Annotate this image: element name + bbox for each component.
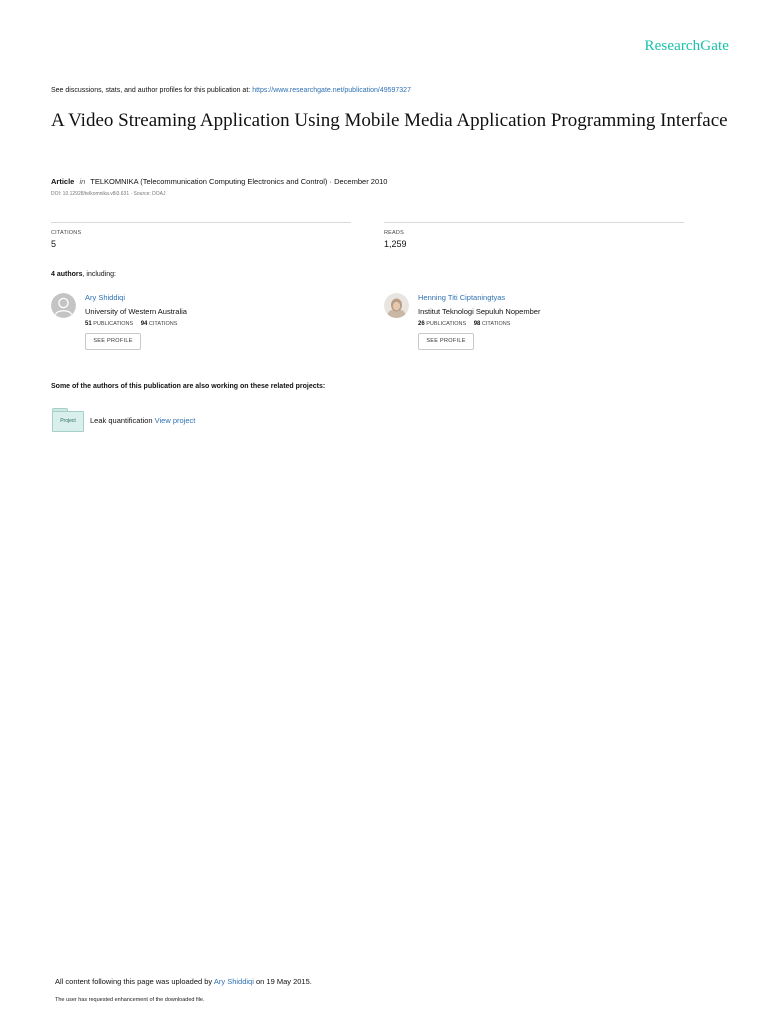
author-citations-label: CITATIONS xyxy=(481,321,511,327)
view-project-link[interactable]: View project xyxy=(154,416,196,425)
authors-heading xyxy=(51,271,116,278)
publication-type: Article xyxy=(51,177,75,186)
footer-upload-line xyxy=(55,977,312,986)
discussion-line xyxy=(51,87,411,94)
publication-date: · December 2010 xyxy=(329,177,388,186)
author-stats xyxy=(418,321,540,327)
project-folder-icon[interactable] xyxy=(52,408,84,432)
author-citations-label: CITATIONS xyxy=(148,321,178,327)
project-name: Leak quantification xyxy=(90,416,153,425)
doi-line: DOI: 10.12928/telkomnika.v8i3.631 · Source: DOAJ xyxy=(51,191,166,197)
upload-suffix: on 19 May 2015. xyxy=(255,977,312,986)
publication-meta xyxy=(51,177,387,186)
author-citations-count: 94 xyxy=(140,321,148,327)
author-institution: University of Western Australia xyxy=(85,307,187,316)
author-publications-count: 26 xyxy=(418,321,425,327)
see-profile-button[interactable]: SEE PROFILE xyxy=(418,333,474,350)
project-text xyxy=(90,416,195,425)
authors-including: , including: xyxy=(82,271,116,278)
footer-note: The user has requested enhancement of the downloaded file. xyxy=(55,997,205,1003)
author-stats xyxy=(85,321,187,327)
author-institution: Institut Teknologi Sepuluh Nopember xyxy=(418,307,541,316)
publication-title: A Video Streaming Application Using Mobile Media Application Programming Interface xyxy=(51,110,728,131)
author-citations-count: 98 xyxy=(473,321,481,327)
citations-stat xyxy=(51,222,351,249)
author-card xyxy=(51,293,351,355)
see-profile-button[interactable]: SEE PROFILE xyxy=(85,333,141,350)
publication-url-link[interactable]: https://www.researchgate.net/publication/49597327 xyxy=(252,87,411,94)
researchgate-logo[interactable]: ResearchGate xyxy=(644,38,729,54)
author-name-link[interactable]: Henning Titi Ciptaningtyas xyxy=(418,293,506,302)
discussion-prefix: See discussions, stats, and author profiles for this publication at: xyxy=(51,87,251,94)
reads-label: READS xyxy=(384,230,404,236)
default-avatar-icon[interactable] xyxy=(51,293,76,318)
author-publications-count: 51 xyxy=(85,321,92,327)
citations-value: 5 xyxy=(51,239,57,249)
author-publications-label: PUBLICATIONS xyxy=(93,321,134,327)
photo-avatar-icon[interactable] xyxy=(384,293,409,318)
citations-label: CITATIONS xyxy=(51,230,82,236)
reads-stat xyxy=(384,222,684,249)
reads-value: 1,259 xyxy=(384,239,407,249)
author-card xyxy=(384,293,684,355)
author-name-link[interactable]: Ary Shiddiqi xyxy=(85,293,126,302)
uploader-link[interactable]: Ary Shiddiqi xyxy=(213,977,254,986)
publication-in-word: in xyxy=(79,177,86,186)
authors-count: 4 authors xyxy=(51,271,83,278)
related-projects-heading: Some of the authors of this publication are also working on these related projects: xyxy=(51,383,326,390)
publication-venue: TELKOMNIKA (Telecommunication Computing Electronics and Control) xyxy=(90,177,328,186)
upload-prefix: All content following this page was uploaded by xyxy=(55,977,213,986)
project-icon-label: Project xyxy=(52,411,84,432)
author-publications-label: PUBLICATIONS xyxy=(426,321,467,327)
